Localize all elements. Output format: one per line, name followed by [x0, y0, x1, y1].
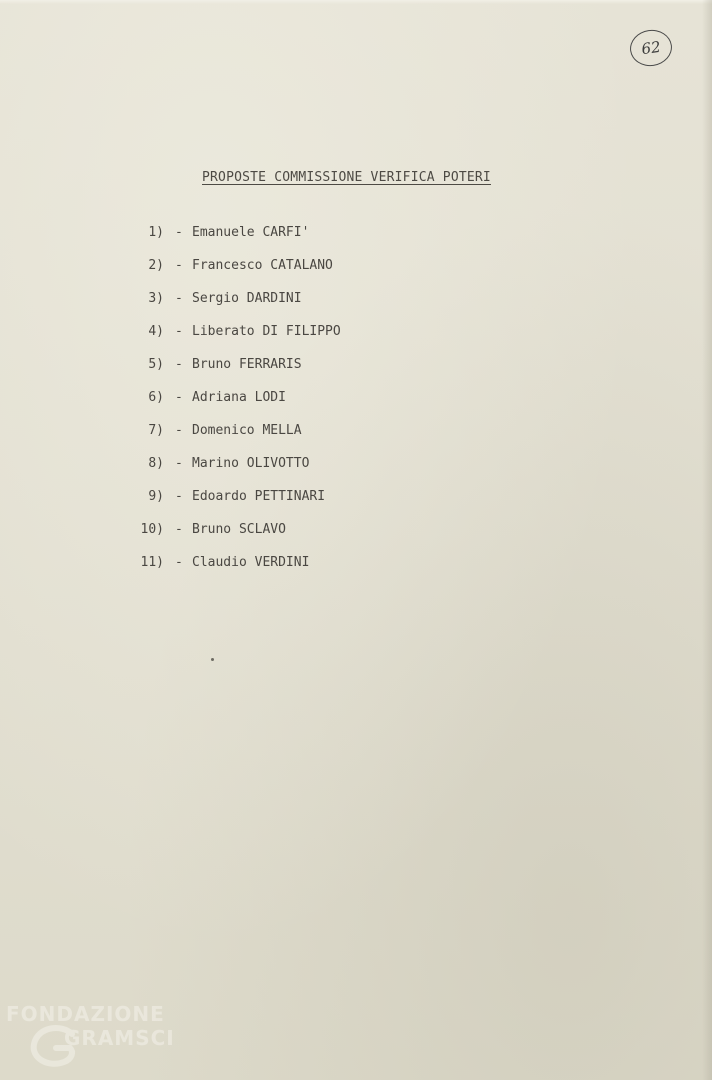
list-item — [0, 225, 712, 258]
list-item — [0, 258, 712, 291]
member-name: Edoardo PETTINARI — [192, 489, 326, 504]
member-name: Francesco CATALANO — [192, 258, 333, 273]
item-dash: - — [175, 456, 183, 471]
item-dash: - — [175, 357, 183, 372]
member-name: Bruno SCLAVO — [192, 522, 286, 537]
item-number: 2) — [148, 258, 164, 273]
item-dash: - — [175, 555, 183, 570]
member-name: Sergio DARDINI — [192, 291, 302, 306]
list-item — [0, 324, 712, 357]
item-dash: - — [175, 324, 183, 339]
item-number: 9) — [148, 489, 164, 504]
list-item — [0, 522, 712, 555]
item-number: 3) — [148, 291, 164, 306]
ink-dot-mark — [211, 658, 214, 661]
page-number-text: 62 — [640, 37, 662, 59]
item-dash: - — [175, 390, 183, 405]
list-item — [0, 357, 712, 390]
item-number: 8) — [148, 456, 164, 471]
member-name: Claudio VERDINI — [192, 555, 310, 570]
watermark-line-1: FONDAZIONE — [6, 1002, 165, 1026]
member-name: Liberato DI FILIPPO — [192, 324, 341, 339]
item-number: 5) — [148, 357, 164, 372]
document-title: PROPOSTE COMMISSIONE VERIFICA POTERI — [202, 170, 491, 185]
members-list — [0, 225, 712, 588]
item-dash: - — [175, 489, 183, 504]
member-name: Bruno FERRARIS — [192, 357, 302, 372]
fondazione-gramsci-watermark — [6, 1002, 216, 1072]
list-item — [0, 456, 712, 489]
item-dash: - — [175, 291, 183, 306]
item-dash: - — [175, 258, 183, 273]
item-dash: - — [175, 522, 183, 537]
item-number: 6) — [148, 390, 164, 405]
page-edge-top — [0, 0, 712, 4]
item-number: 11) — [140, 555, 164, 570]
member-name: Marino OLIVOTTO — [192, 456, 310, 471]
item-dash: - — [175, 423, 183, 438]
handwritten-page-number — [628, 27, 675, 68]
list-item — [0, 390, 712, 423]
watermark-line-2: GRAMSCI — [64, 1026, 175, 1050]
item-number: 4) — [148, 324, 164, 339]
item-dash: - — [175, 225, 183, 240]
item-number: 10) — [140, 522, 164, 537]
member-name: Emanuele CARFI' — [192, 225, 310, 240]
list-item — [0, 555, 712, 588]
member-name: Adriana LODI — [192, 390, 286, 405]
list-item — [0, 291, 712, 324]
item-number: 1) — [148, 225, 164, 240]
item-number: 7) — [148, 423, 164, 438]
list-item — [0, 423, 712, 456]
list-item — [0, 489, 712, 522]
member-name: Domenico MELLA — [192, 423, 302, 438]
